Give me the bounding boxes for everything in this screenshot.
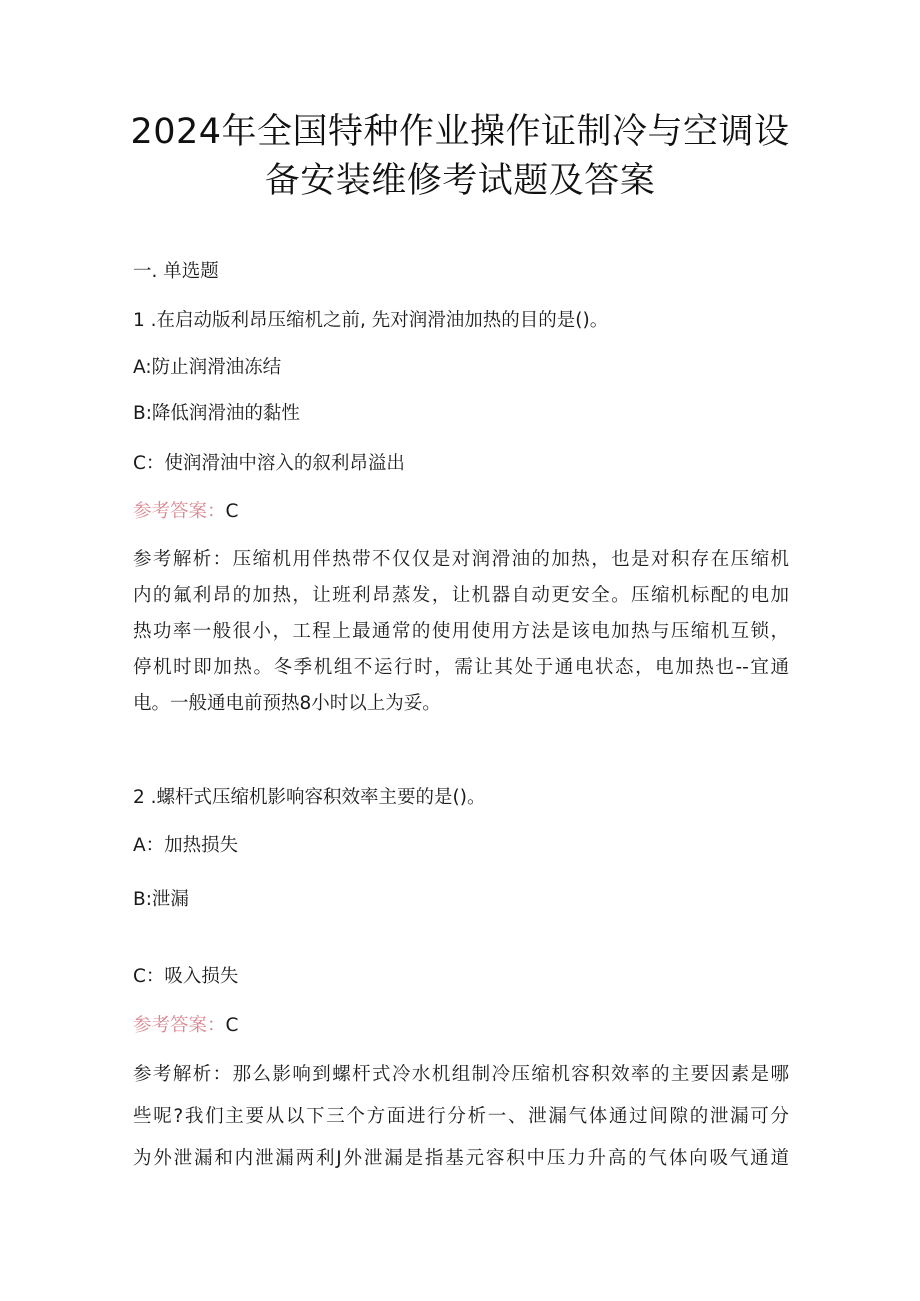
answer-value: C — [225, 1015, 239, 1036]
question-2-option-a: A：加热损失 — [133, 835, 239, 856]
question-2-stem: 2 .螺杆式压缩机影响容积效率主要的是()。 — [133, 787, 486, 808]
answer-value: C — [225, 501, 239, 522]
question-1-answer — [133, 498, 238, 526]
section-heading: 一. 单选题 — [133, 261, 219, 282]
question-2-option-b: B:泄漏 — [133, 889, 189, 910]
question-1-option-c: C：使润滑油中溶入的叙利昂溢出 — [133, 453, 405, 474]
question-2-analysis — [133, 1061, 789, 1187]
document-title-line-2: 备安装维修考试题及答案 — [264, 161, 656, 201]
analysis-line: 参考解析：那么影响到螺杆式冷水机组制冷压缩机容积效率的主要因素是哪 — [133, 1064, 789, 1085]
analysis-line: 停机时即加热。冬季机组不运行时，需让其处于通电状态，电加热也--宜通 — [133, 657, 789, 678]
analysis-line: 为外泄漏和内泄漏两利J外泄漏是指基元容积中压力升高的气体向吸气通道 — [133, 1148, 789, 1169]
question-1-option-b: B:降低润滑油的黏性 — [133, 403, 300, 424]
question-2-answer — [133, 1012, 238, 1040]
question-1-analysis — [133, 546, 789, 726]
answer-label: 参考答案： — [133, 501, 226, 522]
analysis-line: 内的氟利昂的加热，让班利昂蒸发，让机器自动更安全。压缩机标配的电加 — [133, 585, 789, 606]
analysis-line: 些呢?我们主要从以下三个方面进行分析一、泄漏气体通过间隙的泄漏可分 — [133, 1106, 789, 1127]
document-title-line-1: 2024年全国特种作业操作证制冷与空调设 — [130, 112, 790, 152]
answer-label: 参考答案： — [133, 1015, 226, 1036]
analysis-line: 电。一般通电前预热8小时以上为妥。 — [133, 693, 441, 714]
analysis-line: 参考解析：压缩机用伴热带不仅仅是对润滑油的加热，也是对积存在压缩机 — [133, 549, 789, 570]
analysis-line: 热功率一般很小，工程上最通常的使用使用方法是该电加热与压缩机互锁， — [133, 621, 789, 642]
question-1-stem: 1 .在启动版利昂压缩机之前, 先对润滑油加热的目的是()。 — [133, 310, 609, 331]
question-2-option-c: C：吸入损失 — [133, 966, 239, 987]
question-1-option-a: A:防止润滑油冻结 — [133, 357, 282, 378]
